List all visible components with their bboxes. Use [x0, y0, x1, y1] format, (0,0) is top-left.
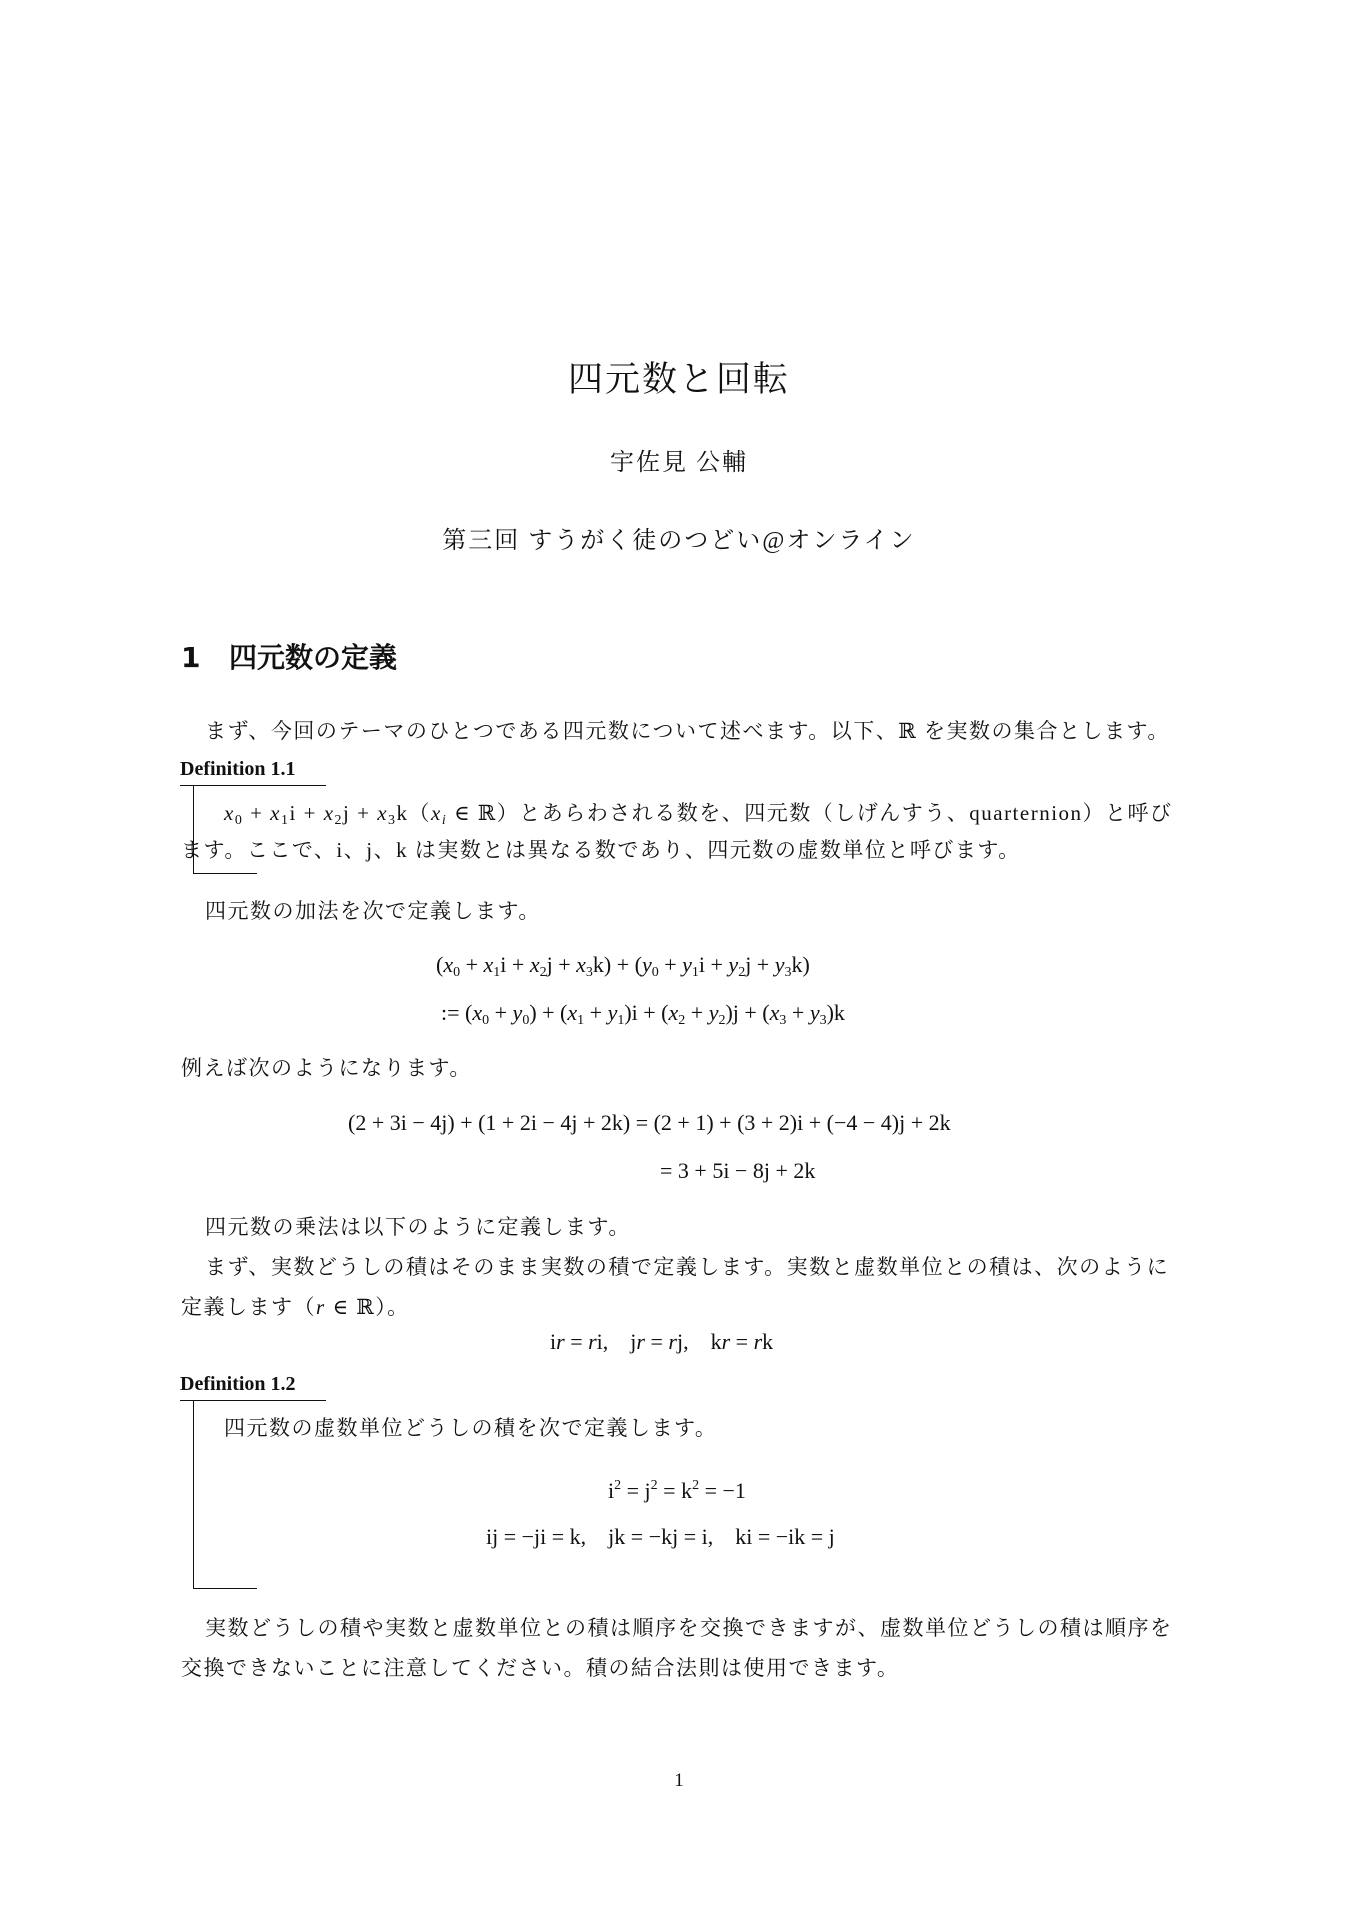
definition-bottom-rule-1	[193, 873, 257, 874]
multiplication-paragraph-line-1: まず、実数どうしの積はそのまま実数の積で定義します。実数と虚数単位との積は、次のように	[205, 1255, 1170, 1279]
multiplication-intro: 四元数の乗法は以下のように定義します。	[205, 1215, 631, 1239]
paper-title: 四元数と回転	[567, 360, 790, 399]
intro-paragraph: まず、今回のテーマのひとつである四元数について述べます。以下、ℝ を実数の集合とします。	[205, 719, 1170, 743]
section-title: 四元数の定義	[229, 641, 398, 674]
definition-bottom-rule-2	[193, 1588, 257, 1589]
example-formula-line-2: = 3 + 5i − 8j + 2k	[660, 1158, 816, 1183]
addition-intro: 四元数の加法を次で定義します。	[205, 899, 541, 923]
definition-heading-1: Definition 1.1	[180, 758, 296, 780]
definition-bracket-2	[193, 1400, 194, 1588]
multiplication-text-suffix: ）。	[375, 1295, 410, 1319]
definition-heading-2: Definition 1.2	[180, 1373, 296, 1395]
quaternion-form-formula: $x_0 + x_1i + x_2j + x_3k(x_i$ ∈ ℝ）	[224, 801, 520, 828]
real-membership-formula: r ∈ ℝ	[316, 1295, 376, 1319]
definition-line-2: ます。ここで、i、j、k は実数とは異なる数であり、四元数の虚数単位と呼びます。	[181, 838, 1021, 862]
multiplication-paragraph-line-2	[181, 1287, 1187, 1327]
section-number: 1	[181, 641, 201, 674]
definition-line-1	[224, 793, 1190, 833]
definition-text-2: 四元数の虚数単位どうしの積を次で定義します。	[224, 1416, 718, 1440]
paper-author: 宇佐見 公輔	[610, 450, 748, 476]
example-formula-line-1: (2 + 3i − 4j) + (1 + 2i − 4j + 2k) = (2 + 1) + (3 + 2)i + (−4 − 4)j + 2k	[348, 1110, 951, 1135]
addition-formula-line-2: := $(x_0 + y_0) + (x_1 + y_1)i + (x_2 + y_2)j + (x_3 + y_3)k$	[441, 1000, 845, 1028]
unit-squares-formula: $i^2 = j^2 = k^2 = -1$	[608, 1478, 746, 1503]
definition-underline-1	[180, 785, 326, 786]
page-number: 1	[674, 1770, 684, 1791]
closing-paragraph-line-2: 交換できないことに注意してください。積の結合法則は使用できます。	[181, 1656, 900, 1680]
real-product-formula: ir = ri, jr = rj, kr = rk	[550, 1329, 774, 1354]
example-intro: 例えば次のようになります。	[181, 1056, 472, 1080]
addition-formula-line-1: $(x_0 + x_1i + x_2j + x_3k) + (y_0 + y_1i + y_2j + y_3k)$	[436, 952, 810, 980]
multiplication-text-prefix: 定義します（	[181, 1295, 316, 1319]
section-heading	[181, 636, 397, 676]
paper-event: 第三回 すうがく徒のつどい@オンライン	[442, 528, 916, 554]
definition-text-1: とあらわされる数を、四元数（しげんすう、quarternion）と呼び	[519, 801, 1173, 825]
unit-products-formula: ij = −ji = k, jk = −kj = i, ki = −ik = j	[486, 1524, 835, 1549]
definition-underline-2	[180, 1400, 326, 1401]
closing-paragraph-line-1: 実数どうしの積や実数と虚数単位との積は順序を交換できますが、虚数単位どうしの積は順序を	[205, 1616, 1173, 1640]
